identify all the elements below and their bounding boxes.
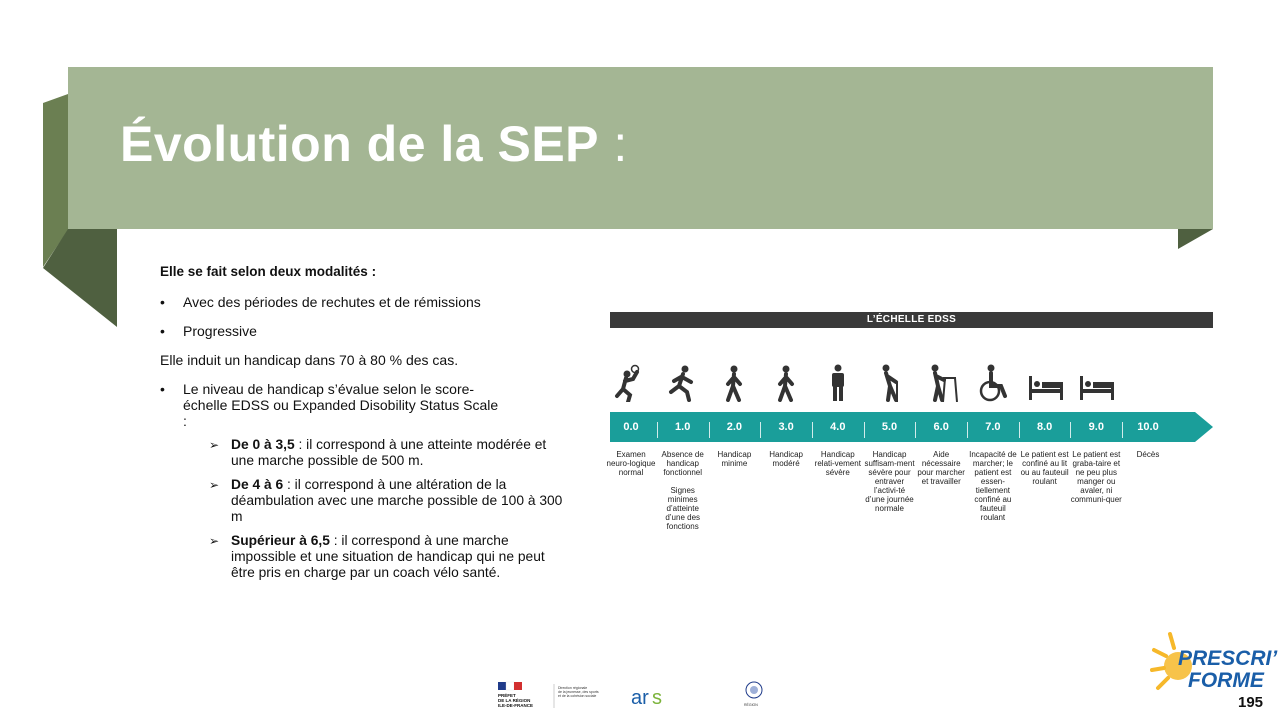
partner-logos bbox=[488, 676, 773, 716]
title-banner bbox=[68, 67, 1213, 229]
edss-step-description: Le patient est graba-taire et ne peu plus manger ou avaler, ni communi-quer bbox=[1070, 450, 1122, 504]
bed-icon bbox=[1027, 362, 1063, 402]
runner-icon bbox=[665, 362, 701, 402]
walking-frame-icon bbox=[923, 362, 959, 402]
standing-person-icon bbox=[820, 362, 856, 402]
edss-step-value: 5.0 bbox=[881, 421, 898, 433]
svg-text:et de la cohésion sociale: et de la cohésion sociale bbox=[558, 694, 597, 698]
edss-infographic bbox=[600, 296, 1222, 536]
scale-divider bbox=[1070, 422, 1071, 438]
scale-divider bbox=[812, 422, 813, 438]
prescri-forme-logo bbox=[1148, 628, 1278, 702]
edss-step-value: 7.0 bbox=[985, 421, 1001, 433]
edss-step-description: Absence de handicap fonctionnel Signes minimes d’atteinte d’une des fonctions bbox=[661, 450, 704, 531]
bullet-icon: • bbox=[160, 381, 165, 397]
svg-text:de la jeunesse, des sports: de la jeunesse, des sports bbox=[558, 690, 599, 694]
arrow-bullet-icon: ➢ bbox=[209, 534, 220, 548]
list-item: • Avec des périodes de rechutes et de rémissions bbox=[160, 294, 481, 310]
svg-text:ILE-DE-FRANCE: ILE-DE-FRANCE bbox=[498, 703, 533, 708]
prescri-logo-line1: PRESCRI’ bbox=[1178, 647, 1278, 670]
edss-step-description: Handicap suffisam-ment sévère pour entraver l’activi-té d’une journée normale bbox=[864, 450, 915, 513]
scale-divider bbox=[657, 422, 658, 438]
cane-person-icon bbox=[872, 362, 908, 402]
edss-step-value: 9.0 bbox=[1088, 421, 1104, 433]
scale-divider bbox=[1019, 422, 1020, 438]
walker-icon bbox=[716, 362, 752, 402]
svg-text:s: s bbox=[652, 687, 662, 709]
edss-step-description: Handicap modéré bbox=[769, 450, 803, 468]
sub-list-item: ➢ De 4 à 6 : il correspond à une altération de la déambulation avec une marche possible de 100 à 300 m bbox=[209, 477, 563, 524]
edss-step-description: Incapacité de marcher; le patient est essen-tiellement confiné au fauteuil roulant bbox=[969, 450, 1017, 522]
edss-step-value: 0.0 bbox=[623, 421, 639, 433]
paragraph: Elle induit un handicap dans 70 à 80 % des cas. bbox=[160, 352, 459, 368]
edss-title: L’ÉCHELLE EDSS bbox=[610, 312, 1213, 328]
bed-icon bbox=[1078, 362, 1114, 402]
svg-text:RÉGION: RÉGION bbox=[744, 703, 758, 707]
arrow-bullet-icon: ➢ bbox=[209, 478, 220, 492]
tennis-player-icon bbox=[613, 362, 649, 402]
prescri-logo-line2: FORME bbox=[1188, 669, 1264, 692]
edss-step-description: Handicap relati-vement sévère bbox=[814, 450, 861, 477]
list-item: • Progressive bbox=[160, 323, 257, 339]
edss-step-value: 3.0 bbox=[778, 421, 794, 433]
body-text bbox=[160, 264, 570, 589]
edss-step-value: 1.0 bbox=[675, 421, 691, 433]
edss-step-description: Aide nécessaire pour marcher et travailler bbox=[917, 450, 965, 486]
edss-step-description: Le patient est confiné au lit ou au fauteuil roulant bbox=[1020, 450, 1069, 486]
list-item: • Le niveau de handicap s’évalue selon le score-échelle EDSS ou Expanded Disobility Status Scale : bbox=[160, 381, 499, 429]
svg-text:Direction régionale: Direction régionale bbox=[558, 686, 588, 690]
bullet-icon: • bbox=[160, 323, 165, 339]
wheelchair-icon bbox=[975, 362, 1011, 402]
scale-divider bbox=[967, 422, 968, 438]
edss-step-value: 6.0 bbox=[933, 421, 949, 433]
ars-logo-text: ar bbox=[631, 687, 649, 709]
bullet-icon: • bbox=[160, 294, 165, 310]
arrow-bullet-icon: ➢ bbox=[209, 438, 220, 452]
edss-step-value: 10.0 bbox=[1137, 421, 1159, 433]
sub-list-item: ➢ De 0 à 3,5 : il correspond à une atteinte modérée et une marche possible de 500 m. bbox=[209, 437, 547, 468]
page-number: 195 bbox=[1238, 694, 1264, 711]
scale-divider bbox=[1122, 422, 1123, 438]
edss-step-description: Décès bbox=[1136, 450, 1160, 459]
edss-step-value: 4.0 bbox=[830, 421, 846, 433]
edss-step-description: Examen neuro-logique normal bbox=[606, 450, 656, 477]
intro-text: Elle se fait selon deux modalités : bbox=[160, 264, 377, 279]
slide-title: Évolution de la SEP : bbox=[120, 116, 628, 172]
prefet-logo-text: PRÉFET bbox=[498, 693, 516, 698]
scale-divider bbox=[864, 422, 865, 438]
edss-step-value: 2.0 bbox=[726, 421, 743, 433]
scale-divider bbox=[915, 422, 916, 438]
sub-list-item: ➢ Supérieur à 6,5 : il correspond à une marche impossible et une situation de handicap qui ne peut être pris en charge par un coach vélo santé. bbox=[209, 533, 545, 580]
walker-icon bbox=[768, 362, 804, 402]
scale-divider bbox=[709, 422, 710, 438]
svg-text:DE LA RÉGION: DE LA RÉGION bbox=[498, 698, 531, 703]
edss-step-value: 8.0 bbox=[1036, 421, 1053, 433]
edss-step-description: Handicap minime bbox=[717, 450, 752, 468]
scale-divider bbox=[760, 422, 761, 438]
